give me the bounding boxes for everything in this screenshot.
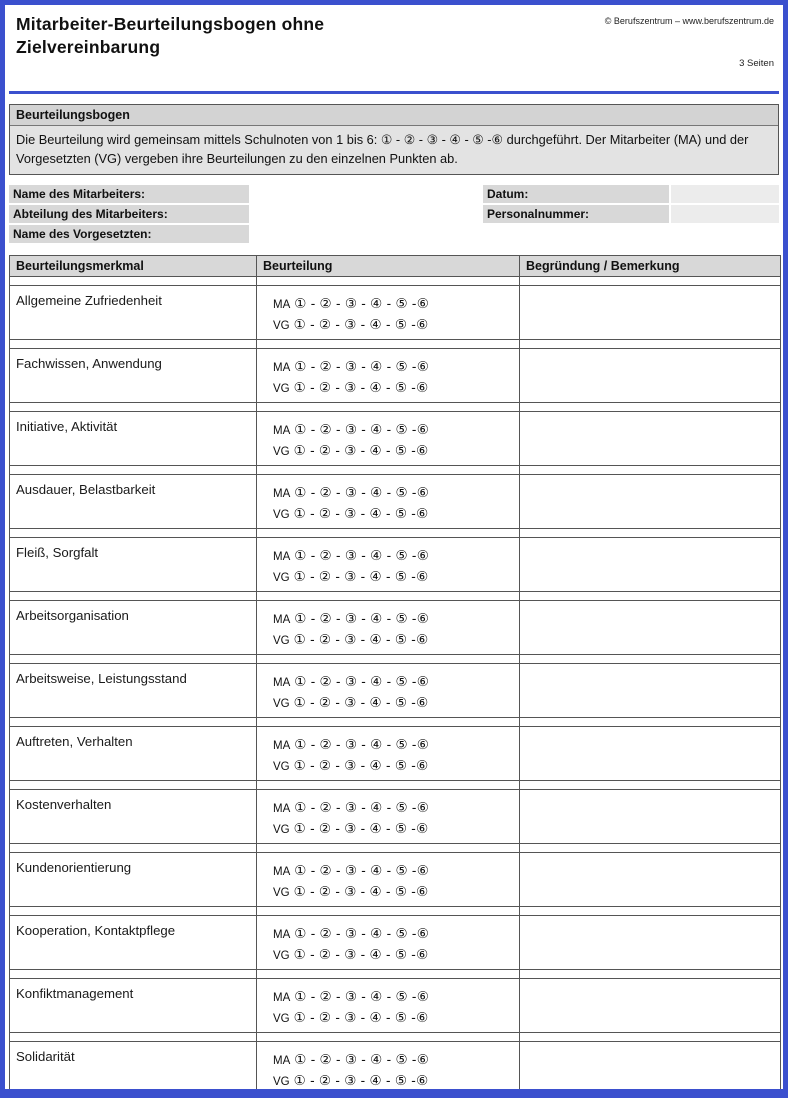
vg-rating-scale[interactable]: ① - ② - ③ - ④ - ⑤ -⑥	[293, 884, 429, 900]
intro-text: Die Beurteilung wird gemeinsam mittels Schulnoten von 1 bis 6: ① - ② - ③ - ④ - ⑤ -⑥ durchgeführt. Der Mitarbeiter (MA) und der Vorgesetzten (VG) vergeben ihre Beurteilungen zu den einzelnen Punkten ab.	[10, 126, 778, 174]
criterion-label: Ausdauer, Belastbarkeit	[16, 482, 156, 498]
table-row	[10, 349, 781, 403]
vorgesetzter-label: Name des Vorgesetzten:	[9, 225, 249, 243]
spacer-row	[10, 529, 781, 538]
remark-cell[interactable]	[520, 727, 781, 781]
remark-cell[interactable]	[520, 790, 781, 844]
ma-rating-scale[interactable]: ① - ② - ③ - ④ - ⑤ -⑥	[294, 989, 430, 1005]
rating-cell	[257, 853, 519, 903]
vg-label: VG	[273, 509, 290, 522]
ma-label: MA	[273, 992, 291, 1005]
vg-label: VG	[273, 446, 290, 459]
spacer-row	[10, 907, 781, 916]
vg-rating-line[interactable]	[273, 819, 519, 840]
remark-cell[interactable]	[520, 601, 781, 655]
ma-label: MA	[273, 740, 291, 753]
rating-cell	[257, 664, 519, 714]
spacer-row	[10, 655, 781, 664]
vg-rating-scale[interactable]: ① - ② - ③ - ④ - ⑤ -⑥	[293, 506, 429, 522]
ma-rating-line[interactable]	[273, 798, 519, 819]
vg-label: VG	[273, 950, 290, 963]
abteilung-input[interactable]	[251, 205, 481, 223]
field-row-name	[9, 185, 779, 203]
remark-cell[interactable]	[520, 664, 781, 718]
ma-label: MA	[273, 299, 291, 312]
remark-cell[interactable]	[520, 349, 781, 403]
remark-cell[interactable]	[520, 979, 781, 1033]
rating-cell	[257, 286, 519, 336]
rating-cell	[257, 349, 519, 399]
remark-cell[interactable]	[520, 286, 781, 340]
rating-cell	[257, 727, 519, 777]
evaluation-table	[9, 255, 781, 1098]
vg-label: VG	[273, 824, 290, 837]
vg-rating-line[interactable]	[273, 1071, 519, 1092]
ma-rating-line[interactable]	[273, 294, 519, 315]
ma-rating-line[interactable]	[273, 546, 519, 567]
vg-rating-scale[interactable]: ① - ② - ③ - ④ - ⑤ -⑥	[293, 632, 429, 648]
criterion-label: Allgemeine Zufriedenheit	[16, 293, 162, 309]
criterion-label: Kundenorientierung	[16, 860, 132, 876]
ma-label: MA	[273, 929, 291, 942]
criterion-label: Kooperation, Kontaktpflege	[16, 923, 176, 939]
vg-rating-line[interactable]	[273, 693, 519, 714]
ma-rating-line[interactable]	[273, 861, 519, 882]
datum-input[interactable]	[671, 185, 779, 203]
criterion-label: Arbeitsweise, Leistungsstand	[16, 671, 187, 687]
criterion-label: Solidarität	[16, 1049, 75, 1065]
ma-rating-scale[interactable]: ① - ② - ③ - ④ - ⑤ -⑥	[294, 737, 430, 753]
vg-rating-scale[interactable]: ① - ② - ③ - ④ - ⑤ -⑥	[293, 443, 429, 459]
vg-rating-line[interactable]	[273, 756, 519, 777]
spacer-row	[10, 1033, 781, 1042]
table-row	[10, 853, 781, 907]
ma-rating-scale[interactable]: ① - ② - ③ - ④ - ⑤ -⑥	[294, 296, 430, 312]
spacer-row	[10, 781, 781, 790]
remark-cell[interactable]	[520, 916, 781, 970]
table-row	[10, 727, 781, 781]
rating-cell	[257, 1042, 519, 1092]
ma-label: MA	[273, 803, 291, 816]
criterion-label: Auftreten, Verhalten	[16, 734, 133, 750]
vg-rating-line[interactable]	[273, 441, 519, 462]
vg-label: VG	[273, 761, 290, 774]
ma-rating-scale[interactable]: ① - ② - ③ - ④ - ⑤ -⑥	[294, 485, 430, 501]
ma-label: MA	[273, 1055, 291, 1068]
vg-label: VG	[273, 1013, 290, 1026]
ma-label: MA	[273, 362, 291, 375]
ma-rating-scale[interactable]: ① - ② - ③ - ④ - ⑤ -⑥	[294, 422, 430, 438]
remark-cell[interactable]	[520, 1042, 781, 1096]
header-divider	[9, 91, 779, 94]
remark-cell[interactable]	[520, 853, 781, 907]
table-row	[10, 286, 781, 340]
personalnummer-label: Personalnummer:	[483, 205, 669, 223]
ma-label: MA	[273, 425, 291, 438]
ma-label: MA	[273, 488, 291, 501]
vg-rating-line[interactable]	[273, 567, 519, 588]
spacer-row	[10, 403, 781, 412]
spacer-row	[10, 592, 781, 601]
table-header-row	[10, 256, 781, 277]
vg-rating-line[interactable]	[273, 945, 519, 966]
vg-label: VG	[273, 1076, 290, 1089]
column-header-begruendung: Begründung / Bemerkung	[520, 256, 781, 277]
header-right	[605, 13, 774, 69]
vg-rating-scale[interactable]: ① - ② - ③ - ④ - ⑤ -⑥	[293, 317, 429, 333]
ma-rating-line[interactable]	[273, 483, 519, 504]
abteilung-label: Abteilung des Mitarbeiters:	[9, 205, 249, 223]
ma-rating-scale[interactable]: ① - ② - ③ - ④ - ⑤ -⑥	[294, 800, 430, 816]
intro-section-title: Beurteilungsbogen	[10, 105, 778, 126]
criterion-label: Konfiktmanagement	[16, 986, 134, 1002]
table-row	[10, 412, 781, 466]
ma-rating-line[interactable]	[273, 672, 519, 693]
vg-rating-scale[interactable]: ① - ② - ③ - ④ - ⑤ -⑥	[293, 821, 429, 837]
ma-rating-scale[interactable]: ① - ② - ③ - ④ - ⑤ -⑥	[294, 548, 430, 564]
table-row	[10, 601, 781, 655]
document-header	[8, 5, 780, 91]
datum-label: Datum:	[483, 185, 669, 203]
field-row-vorgesetzter	[9, 225, 779, 243]
ma-rating-scale[interactable]: ① - ② - ③ - ④ - ⑤ -⑥	[294, 611, 430, 627]
name-label: Name des Mitarbeiters:	[9, 185, 249, 203]
rating-cell	[257, 916, 519, 966]
vg-rating-scale[interactable]: ① - ② - ③ - ④ - ⑤ -⑥	[293, 695, 429, 711]
vg-label: VG	[273, 698, 290, 711]
intro-section	[9, 104, 779, 175]
personalnummer-input[interactable]	[671, 205, 779, 223]
ma-rating-line[interactable]	[273, 1050, 519, 1071]
column-header-beurteilung: Beurteilung	[257, 256, 520, 277]
table-row	[10, 916, 781, 970]
ma-rating-scale[interactable]: ① - ② - ③ - ④ - ⑤ -⑥	[294, 926, 430, 942]
rating-cell	[257, 601, 519, 651]
vg-label: VG	[273, 635, 290, 648]
rating-cell	[257, 538, 519, 588]
ma-rating-scale[interactable]: ① - ② - ③ - ④ - ⑤ -⑥	[294, 359, 430, 375]
ma-rating-line[interactable]	[273, 357, 519, 378]
table-row	[10, 979, 781, 1033]
criterion-label: Fleiß, Sorgfalt	[16, 545, 99, 561]
vg-rating-scale[interactable]: ① - ② - ③ - ④ - ⑤ -⑥	[293, 1010, 429, 1026]
table-row	[10, 664, 781, 718]
ma-rating-scale[interactable]: ① - ② - ③ - ④ - ⑤ -⑥	[294, 863, 430, 879]
spacer-row	[10, 718, 781, 727]
remark-cell[interactable]	[520, 412, 781, 466]
remark-cell[interactable]	[520, 538, 781, 592]
vg-rating-line[interactable]	[273, 630, 519, 651]
fields-section	[9, 185, 779, 243]
vg-rating-scale[interactable]: ① - ② - ③ - ④ - ⑤ -⑥	[293, 569, 429, 585]
ma-label: MA	[273, 677, 291, 690]
table-row	[10, 1042, 781, 1096]
ma-label: MA	[273, 551, 291, 564]
ma-rating-line[interactable]	[273, 735, 519, 756]
vg-label: VG	[273, 887, 290, 900]
ma-rating-line[interactable]	[273, 420, 519, 441]
table-row	[10, 475, 781, 529]
ma-rating-scale[interactable]: ① - ② - ③ - ④ - ⑤ -⑥	[294, 1052, 430, 1068]
ma-label: MA	[273, 614, 291, 627]
criterion-label: Fachwissen, Anwendung	[16, 356, 162, 372]
spacer-row	[10, 844, 781, 853]
table-row	[10, 790, 781, 844]
criterion-label: Initiative, Aktivität	[16, 419, 118, 435]
ma-label: MA	[273, 866, 291, 879]
vg-rating-line[interactable]	[273, 315, 519, 336]
vg-rating-line[interactable]	[273, 504, 519, 525]
vg-rating-line[interactable]	[273, 378, 519, 399]
vg-rating-line[interactable]	[273, 882, 519, 903]
vg-label: VG	[273, 572, 290, 585]
spacer-row	[10, 970, 781, 979]
page-count: 3 Seiten	[739, 58, 774, 69]
name-input[interactable]	[251, 185, 481, 203]
rating-cell	[257, 790, 519, 840]
copyright-text: © Berufszentrum – www.berufszentrum.de	[604, 16, 774, 26]
rating-cell	[257, 475, 519, 525]
spacer-row	[10, 340, 781, 349]
page-title: Mitarbeiter-Beurteilungsbogen ohne Zielvereinbarung	[16, 14, 325, 57]
remark-cell[interactable]	[520, 475, 781, 529]
vorgesetzter-input[interactable]	[251, 225, 779, 243]
vg-rating-line[interactable]	[273, 1008, 519, 1029]
ma-rating-line[interactable]	[273, 609, 519, 630]
column-header-merkmal: Beurteilungsmerkmal	[10, 256, 257, 277]
spacer-row	[10, 466, 781, 475]
vg-rating-scale[interactable]: ① - ② - ③ - ④ - ⑤ -⑥	[293, 947, 429, 963]
vg-rating-scale[interactable]: ① - ② - ③ - ④ - ⑤ -⑥	[293, 380, 429, 396]
vg-label: VG	[273, 383, 290, 396]
criterion-label: Kostenverhalten	[16, 797, 112, 813]
criterion-label: Arbeitsorganisation	[16, 608, 129, 624]
rating-cell	[257, 412, 519, 462]
rating-cell	[257, 979, 519, 1029]
table-row	[10, 538, 781, 592]
vg-rating-scale[interactable]: ① - ② - ③ - ④ - ⑤ -⑥	[293, 758, 429, 774]
spacer-row	[10, 277, 781, 286]
vg-rating-scale[interactable]: ① - ② - ③ - ④ - ⑤ -⑥	[293, 1073, 429, 1089]
ma-rating-line[interactable]	[273, 987, 519, 1008]
ma-rating-scale[interactable]: ① - ② - ③ - ④ - ⑤ -⑥	[294, 674, 430, 690]
field-row-abteilung	[9, 205, 779, 223]
ma-rating-line[interactable]	[273, 924, 519, 945]
vg-label: VG	[273, 320, 290, 333]
